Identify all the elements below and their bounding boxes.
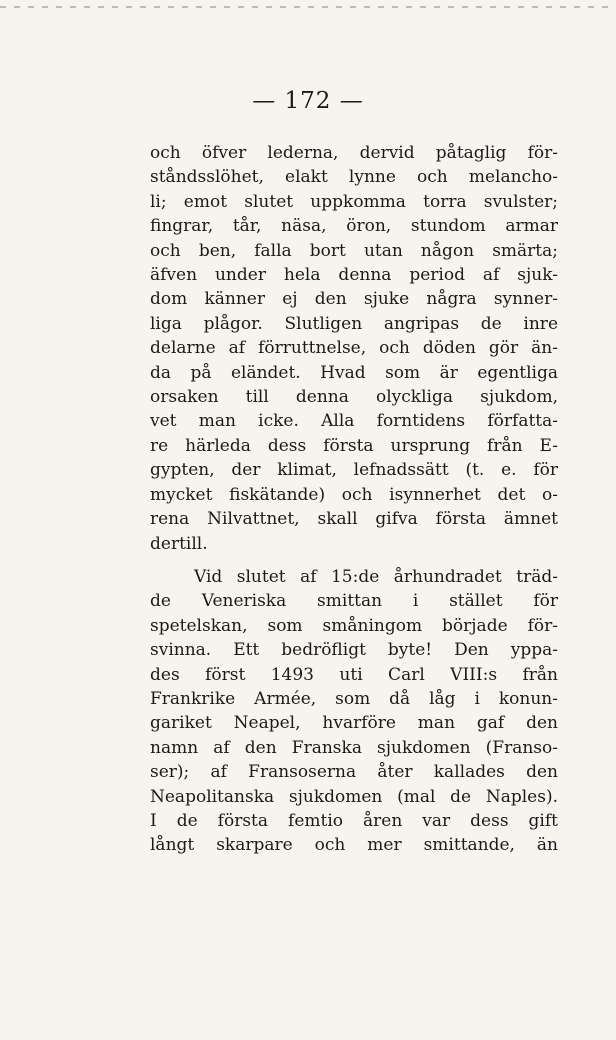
text-line: ser); af Fransoserna åter kallades den — [150, 762, 558, 783]
paragraph-2 — [150, 565, 558, 858]
text-line: dertill. — [150, 533, 208, 554]
text-line: gypten, der klimat, lefnadssätt (t. e. för — [150, 460, 558, 481]
text-line: gariket Neapel, hvarföre man gaf den — [150, 713, 558, 734]
text-line: rena Nilvattnet, skall gifva första ämnet — [150, 509, 558, 530]
text-line: fingrar, tår, näsa, öron, stundom armar — [150, 216, 558, 237]
text-line: svinna. Ett bedröfligt byte! Den yppa- — [150, 640, 558, 661]
top-edge-rule — [0, 6, 616, 8]
text-line: spetelskan, som småningom började för- — [150, 615, 558, 636]
text-line: ståndsslöhet, elakt lynne och melancho- — [150, 167, 558, 188]
text-line: delarne af förruttnelse, och döden gör än- — [150, 338, 558, 359]
page-number: — 172 — — [252, 88, 364, 114]
text-line: da på eländet. Hvad som är egentliga — [150, 362, 558, 383]
text-line: Vid slutet af 15:de århundradet träd- — [194, 567, 558, 587]
text-line: li; emot slutet uppkomma torra svulster; — [150, 191, 558, 212]
text-line: namn af den Franska sjukdomen (Franso- — [150, 737, 558, 758]
text-line: och öfver lederna, dervid påtaglig för- — [150, 143, 558, 163]
text-line: de Veneriska smittan i stället för — [150, 591, 558, 612]
text-line: långt skarpare och mer smittande, än — [150, 835, 558, 856]
text-line: re härleda dess första ursprung från E- — [150, 435, 558, 456]
text-line: orsaken till denna olyckliga sjukdom, — [150, 387, 558, 408]
text-line: äfven under hela denna period af sjuk- — [150, 265, 558, 286]
paragraph-1 — [150, 141, 558, 556]
text-line: mycket fiskätande) och isynnerhet det o- — [150, 484, 558, 505]
text-line: och ben, falla bort utan någon smärta; — [150, 240, 558, 261]
text-line: Frankrike Armée, som då låg i konun- — [150, 689, 558, 710]
text-line: dom känner ej den sjuke några synner- — [150, 289, 558, 310]
text-line: I de första femtio åren var dess gift — [150, 811, 558, 832]
text-line: liga plågor. Slutligen angripas de inre — [150, 313, 558, 334]
text-line: Neapolitanska sjukdomen (mal de Naples). — [150, 786, 558, 807]
text-line: des först 1493 uti Carl VIII:s från — [150, 664, 558, 685]
text-line: vet man icke. Alla forntidens författa- — [150, 411, 558, 432]
